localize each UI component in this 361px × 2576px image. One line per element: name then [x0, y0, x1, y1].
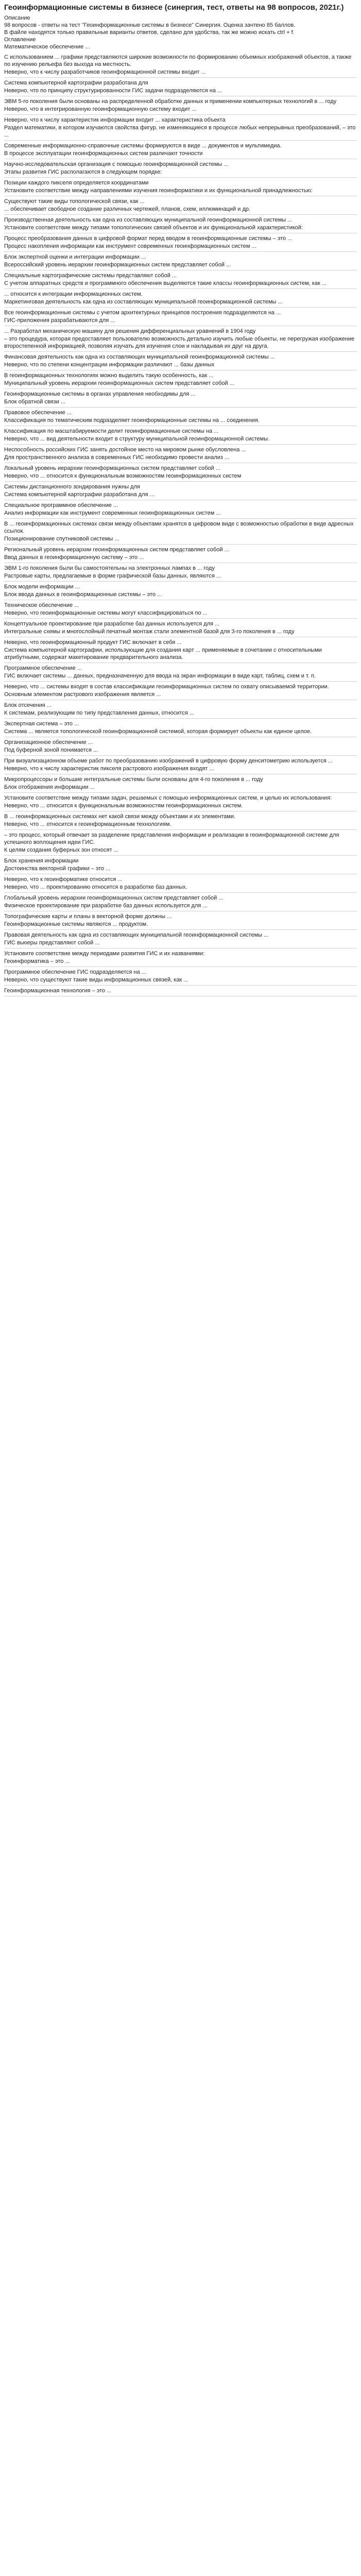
list-item: [4, 582, 357, 600]
question-text: – это процесс, который отвечает за разделение представления информации и реализации в геоинформационной системе для успешного воплощения идеи ГИС.: [4, 832, 339, 845]
question-text: Финансовая деятельность как одна из составляющих муниципальной геоинформационной системы ...: [4, 354, 275, 360]
answer-text: Неверно, что геоинформационные системы могут классифицироваться по ...: [4, 610, 208, 616]
answer-text: ГИС вьюеры представляют собой ...: [4, 940, 100, 946]
answer-text: Установите соответствие между направлениями изучения геоинформатики и их функциональной принадлежностью:: [4, 188, 313, 194]
question-text: ... относится к интеграции информационных систем.: [4, 291, 143, 297]
list-item: [4, 967, 357, 986]
question-text: Неверно, что к геоинформатике относится ...: [4, 876, 123, 883]
question-list: [4, 52, 357, 996]
answer-text: Установите соответствие между типами топологических связей объектов и их функциональной характеристикой:: [4, 225, 303, 231]
question-text: ЭВМ 1-го поколения были бы самостоятельны на электронных лампах в ... году: [4, 565, 215, 571]
list-item: [4, 252, 357, 270]
answer-text: Всероссийский уровень иерархии геоинформационных систем представляет собой ...: [4, 262, 231, 268]
question-text: Неверно, что ... системы входят в состав классификации геоинформационных систем по охвату описываемой территории.: [4, 684, 329, 690]
answer-text: Неверно, что ... проектированию относится в разработке баз данных.: [4, 884, 187, 890]
answer-text: Неверно, что по принципу структурированности ГИС задачи подразделяются на ...: [4, 88, 222, 94]
question-text: Неверно, что геоинформационный продукт ГИС включает в себя ...: [4, 639, 182, 646]
question-text: Системы дистанционного зондирования нужны для: [4, 484, 140, 490]
question-text: Концептуальное проектирование при разработке баз данных используется для ...: [4, 621, 220, 627]
question-text: Правовое обеспечение ...: [4, 410, 72, 416]
answer-text: Раздел математики, в котором изучаются свойства фигур, не изменяющиеся в процессе любых непрерывных преобразований, – это ...: [4, 125, 356, 138]
list-item: [4, 482, 357, 500]
answer-text: Под буферной зоной понимается ...: [4, 747, 98, 753]
question-text: Программное обеспечение ГИС подразделяется на ...: [4, 969, 146, 975]
question-text: Специальные картографические системы представляют собой ...: [4, 273, 177, 279]
document-page: [0, 0, 361, 1001]
answer-text: К системам, реализующим по типу представления данных, относится ...: [4, 710, 195, 716]
list-item: [4, 445, 357, 463]
list-item: [4, 830, 357, 856]
list-item: [4, 948, 357, 967]
answer-text: Классификация по тематическим подразделяет геоинформационные системы на ... соединения.: [4, 417, 260, 423]
list-item: [4, 663, 357, 682]
answer-text: Анализ информации как инструмент современных геоинформационных систем ...: [4, 510, 221, 516]
question-text: Процесс преобразования данных в цифровой формат перед вводом в геоинформационные системы – это ...: [4, 235, 293, 242]
answer-text: Неверно, что существуют такие виды информационных связей, как ...: [4, 977, 188, 983]
list-item: [4, 911, 357, 930]
question-text: Правовая деятельность как одна из составляющих муниципальной геоинформационной системы ...: [4, 932, 269, 938]
question-text: В ... геоинформационных системах нет какой связи между объектами и их элементами.: [4, 814, 236, 820]
list-item: [4, 115, 357, 141]
document-title: Геоинформационные системы в бизнесе (синергия, тест, ответы на 98 вопросов, 2021г.): [4, 3, 344, 12]
list-item: [4, 52, 357, 78]
list-item: [4, 811, 357, 830]
answer-text: Система ... является топологической геоинформационной системой, которая формирует объекты как единое целое.: [4, 728, 312, 735]
list-item: [4, 326, 357, 352]
question-text: Организационное обеспечение ...: [4, 739, 93, 745]
list-item: [4, 78, 357, 96]
question-text: В ... геоинформационных системах связи между объектами хранятся в цифровом виде с возможностью обработки в виде адресных ссылок.: [4, 521, 354, 534]
answer-text: Для пространственного анализа в современных ГИС необходимо провести анализ ...: [4, 454, 230, 461]
list-item: [4, 737, 357, 756]
question-text: Классификация по масштабируемости делит геоинформационные системы на ...: [4, 428, 219, 434]
list-item: [4, 700, 357, 719]
answer-text: Достоинства векторной графики – это ...: [4, 866, 111, 872]
answer-text: Неверно, что к числу характеристик пикселя растрового изображения входят ...: [4, 766, 214, 772]
list-item: [4, 370, 357, 389]
answer-text: ГИС включает системы ... данных, предназначенную для ввода на экран информации в виде карт, таблиц, схем и т. п.: [4, 673, 316, 679]
answer-text: Блок отображения информации ...: [4, 784, 95, 790]
list-item: [4, 682, 357, 700]
description-line: В файле находятся только правильные варианты ответов, сделано для удобства, так же можно искать ctrl + f.: [4, 29, 295, 36]
question-text: Глобальный уровень иерархии геоинформационных систем представляет собой ...: [4, 895, 224, 901]
question-text: Неспособность российских ГИС занять достойное место на мировом рынке обусловлена ...: [4, 447, 246, 453]
question-text: При визуализационном объеме работ по преобразованию изображений в цифровую форму денситометрию используется ...: [4, 758, 333, 764]
list-item: [4, 874, 357, 893]
description-line: Математическое обеспечение ...: [4, 44, 90, 50]
description-line: Оглавление: [4, 37, 36, 43]
answer-text: Блок обратной связи ...: [4, 399, 66, 405]
answer-text: Растровые карты, предлагаемые в форме графической базы данных, являются ...: [4, 573, 221, 579]
answer-text: Маркетинговая деятельность как одна из составляющих муниципальной геоинформационной системы ...: [4, 299, 283, 305]
answer-text: Неверно, что по степени концентрации информации различают ... базы данных: [4, 362, 215, 368]
answer-text: – это процедура, которая предоставляет пользователю возможность детально изучить любые объекты, не перегружая изображение второстепенной информацией, позволяя изучать для изучения слои и накладывая их друг на друга.: [4, 336, 355, 349]
list-item: [4, 270, 357, 289]
list-item: [4, 930, 357, 948]
list-item: [4, 519, 357, 545]
answer-text: Интегральные схемы и многослойный печатный монтаж стали элементной базой для 3-го поколения в ... году: [4, 629, 295, 635]
answer-text: В процессе эксплуатации геоинформационных систем различают точности: [4, 150, 203, 157]
list-item: [4, 389, 357, 408]
answer-text: Позиционирование спутниковой системы ...: [4, 536, 119, 542]
list-item: [4, 774, 357, 793]
list-item: [4, 563, 357, 582]
answer-text: К целям создания буферных зон относят ...: [4, 847, 118, 853]
question-text: Система компьютерной картографии разработана для: [4, 80, 148, 86]
question-text: Блок отсечения ...: [4, 702, 51, 708]
answer-text: Неверно, что в интегрированную геоинформационную систему входит ...: [4, 106, 197, 112]
answer-text: Физическое проектирование при разработке баз данных используется для ...: [4, 903, 208, 909]
description-line: 98 вопросов - ответы на тест "Геоинформационные системы в бизнесе" Синергия. Оценка зачтено 85 баллов.: [4, 22, 296, 28]
question-text: Локальный уровень иерархии геоинформационных систем представляет собой ...: [4, 465, 220, 471]
answer-text: Процесс накопления информации как инструмент современных геоинформационных систем ...: [4, 243, 256, 249]
answer-text: С учетом аппаратных средств и программного обеспечения выделяются такие классы геоинформационных систем, как ...: [4, 280, 327, 286]
answer-text: Блок ввода данных в геоинформационные системы – это ...: [4, 591, 162, 598]
list-item: [4, 545, 357, 563]
list-item: [4, 986, 357, 996]
question-text: ... Разработал механическую машину для решения дифференциальных уравнений в 1904 году: [4, 328, 256, 334]
list-item: [4, 308, 357, 326]
list-item: [4, 619, 357, 637]
question-text: Геоинформационная технология – это ...: [4, 988, 112, 994]
description-line: Описание: [4, 15, 30, 21]
answer-text: Неверно, что ... относится к функциональным возможностям геоинформационных систем: [4, 473, 242, 479]
list-item: [4, 719, 357, 737]
list-item: [4, 500, 357, 519]
question-text: Региональный уровень иерархии геоинформационных систем представляет собой ...: [4, 547, 229, 553]
answer-text: Геоинформатика – это ...: [4, 958, 70, 964]
answer-text: Основным элементом растрового изображения является ...: [4, 691, 161, 698]
list-item: [4, 233, 357, 252]
question-text: Программное обеспечение ...: [4, 665, 82, 671]
answer-text: Этапы развития ГИС располагаются в следующем порядке:: [4, 169, 162, 175]
list-item: [4, 289, 357, 308]
question-text: Неверно, что к числу характеристик информации входит ... характеристика объекта: [4, 117, 226, 123]
question-text: Блок модели информации ...: [4, 584, 80, 590]
question-text: Техническое обеспечение ...: [4, 602, 79, 608]
list-item: [4, 159, 357, 178]
answer-text: Неверно, что к числу разработчиков геоинформационной системы входит ...: [4, 69, 206, 75]
answer-text: Неверно, что ... вид деятельности входит в структуру муниципальной геоинформационной системы.: [4, 436, 270, 442]
list-item: [4, 637, 357, 663]
list-item: [4, 756, 357, 774]
list-item: [4, 463, 357, 482]
list-item: [4, 178, 357, 196]
list-item: [4, 96, 357, 115]
question-text: Геоинформационные системы в органах управления необходимы для ...: [4, 391, 196, 397]
list-item: [4, 196, 357, 215]
answer-text: Геоинформационные системы являются ... продуктом.: [4, 921, 148, 927]
question-text: Все геоинформационные системы с учетом архитектурных принципов построения подразделяются на ...: [4, 310, 281, 316]
question-text: Позиции каждого пикселя определяется координатами: [4, 180, 149, 186]
list-item: [4, 426, 357, 445]
question-text: Производственная деятельность как одна из составляющих муниципальной геоинформационной системы ...: [4, 217, 293, 223]
question-text: Топографические карты и планы в векторной форме должны ...: [4, 913, 172, 920]
question-text: Научно-исследовательская организация с помощью геоинформационной системы ...: [4, 161, 229, 167]
list-item: [4, 408, 357, 426]
question-text: ЭВМ 5-го поколения были основаны на распределенной обработке данных и применении компьютерных технологий в ... году: [4, 98, 337, 105]
question-text: Микропроцессоры и большие интегральные системы были основаны для 4-го поколения в ... году: [4, 776, 263, 783]
question-text: Блок экспертной оценки и интеграции информации ...: [4, 254, 146, 260]
list-item: [4, 893, 357, 911]
list-item: [4, 215, 357, 233]
question-text: Современные информационно-справочные системы формируются в виде ... документов и мультимедиа.: [4, 143, 282, 149]
list-item: [4, 141, 357, 159]
question-text: В геоинформационных технологиях можно выделить такую особенность, как ...: [4, 372, 214, 379]
list-item: [4, 856, 357, 874]
answer-text: Система компьютерной картографии, использующие для создания карт ... применяемые в сочетании с относительными атрибутными, содержат макетирование предварительного анализа.: [4, 647, 322, 660]
question-text: Блок хранения информации: [4, 858, 79, 864]
answer-text: ГИС-приложения разрабатываются для ...: [4, 317, 115, 324]
answer-text: Неверно, что ... относится к геоинформационным технологиям.: [4, 821, 171, 827]
answer-text: ... обеспечивает свободное создание различных чертежей, планов, схем, иллюминаций и др.: [4, 206, 251, 212]
question-text: Экспертная система – это ...: [4, 721, 79, 727]
question-text: Существуют такие виды топологической связи, как ...: [4, 198, 145, 205]
answer-text: Система компьютерной картографии разработана для ...: [4, 492, 154, 498]
answer-text: Муниципальный уровень иерархии геоинформационных систем представляет собой ...: [4, 380, 234, 386]
description-block: [4, 14, 357, 50]
question-text: С использованием ... графики представляются широкие возможности по формированию объемных изображений объектов, а также по изучению рельефа без выхода на местность.: [4, 54, 352, 67]
answer-text: Ввод данных в геоинформационную систему – это ...: [4, 554, 144, 561]
question-text: Установите соответствие между периодами развития ГИС и их названиями:: [4, 951, 205, 957]
question-text: Установите соответствие между типами задач, решаемых с помощью информационных систем, и целью их использования:: [4, 795, 332, 801]
answer-text: Неверно, что ... относится к функциональным возможностям геоинформационных систем.: [4, 803, 243, 809]
question-text: Специальное программное обеспечение ...: [4, 502, 118, 509]
list-item: [4, 793, 357, 811]
list-item: [4, 352, 357, 370]
list-item: [4, 600, 357, 619]
